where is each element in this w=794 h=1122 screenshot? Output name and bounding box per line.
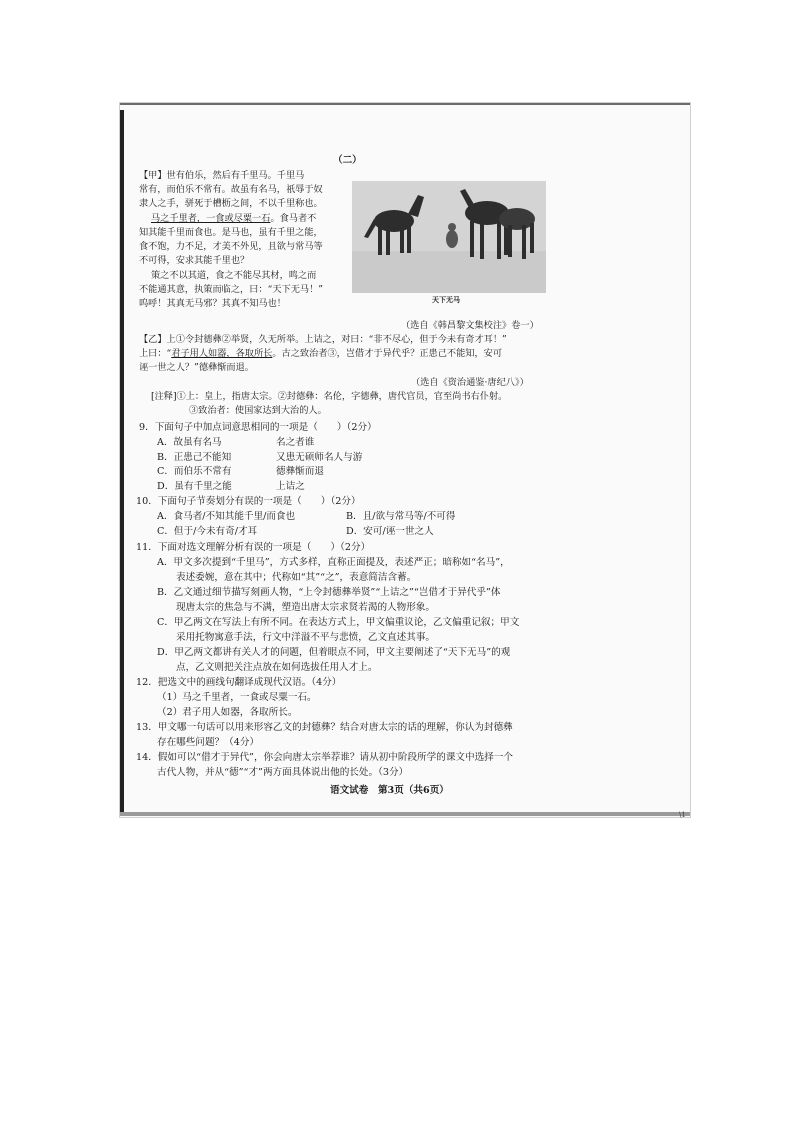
question-14-line: 古代人物，并从“德”“才”两方面具体说出他的长处。（3分） <box>157 767 409 778</box>
yi-line: 诬一世之人？”德彝惭而退。 <box>139 362 254 373</box>
page-footer: 语文试卷 第3页（共6页） <box>330 785 449 796</box>
scan-bottom-border <box>120 812 690 816</box>
q9-option-c-pair: 德彝惭而退 <box>276 466 324 477</box>
q11-line: 采用托物寓意手法，行文中洋溢不平与悲愤，乙文直述其事。 <box>176 632 436 643</box>
jia-line: 不可得，安求其能千里也？ <box>139 255 250 266</box>
jia-line: 知其能千里而食也。是马也，虽有千里之能， <box>139 227 323 238</box>
question-10-stem: 10．下面句子节奏划分有误的一项是（ ）（2分） <box>136 496 361 507</box>
yi-line-start: 上曰：“ <box>139 348 172 359</box>
yi-line-underlined <box>139 348 502 360</box>
section-title: （二） <box>333 155 362 166</box>
jia-line: 食不饱，力不足，才美不外见，且欲与常马等 <box>139 241 323 252</box>
scan-corner-mark: \1 <box>679 811 686 819</box>
q9-option-a: A．故虽有名马 <box>157 437 222 448</box>
q9-option-b-pair: 又患无硕师名人与游 <box>276 452 363 463</box>
horses-painting-image <box>352 181 546 293</box>
jia-line: 策之不以其道，食之不能尽其材，鸣之而 <box>151 270 317 281</box>
q9-option-c: C．而伯乐不常有 <box>157 466 232 477</box>
image-caption: 天下无马 <box>432 295 460 304</box>
jia-underlined-sentence: 马之千里者，一食或尽粟一石 <box>151 213 271 224</box>
jia-line-rest: 。食马者不 <box>270 213 317 224</box>
question-13-line: 存在哪些问题？（4分） <box>157 737 260 748</box>
q11-line: A．甲文多次提到“千里马”，方式多样，直称正面提及，表述严正；暗称如“名马”， <box>157 557 510 568</box>
jia-line: 隶人之手，骈死于槽枥之间，不以千里称也。 <box>139 198 323 209</box>
question-11-stem: 11．下面对选文理解分析有误的一项是（ ）（2分） <box>136 542 371 553</box>
yi-underlined-sentence: 君子用人如器，各取所长 <box>171 348 273 359</box>
jia-line-underlined <box>151 213 316 225</box>
note-line: ③致治者：使国家达到大治的人。 <box>189 405 327 416</box>
question-12-stem: 12．把选文中的画线句翻译成现代汉语。（4分） <box>136 677 342 688</box>
question-13-line: 13．甲文哪一句话可以用来形容乙文的封德彝？结合对唐太宗的话的理解，你认为封德彝 <box>136 722 513 733</box>
question-14-line: 14．假如可以“借才于异代”，你会向唐太宗举荐谁？请从初中阶段所学的课文中选择一个 <box>136 752 513 763</box>
question-9-stem: 9．下面句子中加点词意思相同的一项是（ ）（2分） <box>139 422 377 433</box>
q11-line: C．甲乙两文在写法上有所不同。在表达方式上，甲文偏重议论，乙文偏重记叙；甲文 <box>157 617 520 628</box>
jia-source: （选自《韩昌黎文集校注》卷一） <box>401 320 539 331</box>
yi-source: （选自《资治通鉴·唐纪八》） <box>411 377 529 388</box>
q10-option-d: D．安可/诬一世之人 <box>346 526 434 537</box>
jia-line: 【甲】世有伯乐，然后有千里马。千里马 <box>139 170 305 181</box>
q11-line: 表述委婉，意在其中；代称如“其”“之”，表意简洁含蓄。 <box>176 572 417 583</box>
q11-line: 点，乙文则把关注点放在如何选拔任用人才上。 <box>176 662 378 673</box>
q10-option-c: C．但于/今未有奇/才耳 <box>157 526 258 537</box>
q9-option-d-pair: 上诘之 <box>276 481 305 492</box>
q11-line: D．甲乙两文都讲有关人才的问题，但着眼点不同，甲文主要阐述了“天下无马”的观 <box>157 647 511 658</box>
note-line: [注释]①上：皇上，指唐太宗。②封德彝：名伦，字德彝，唐代官员，官至尚书右仆射。 <box>151 391 508 402</box>
q12-item: （1）马之千里者，一食或尽粟一石。 <box>157 692 317 703</box>
scan-left-border <box>120 110 124 816</box>
q9-option-a-pair: 名之者谁 <box>276 437 315 448</box>
q9-option-d: D．虽有千里之能 <box>157 481 232 492</box>
yi-line: 【乙】上①令封德彝②举贤，久无所举。上诘之，对曰：“非不尽心，但于今未有奇才耳！” <box>139 334 507 345</box>
jia-line: 呜呼！其真无马邪？其真不知马也！ <box>139 298 286 309</box>
jia-line: 常有，而伯乐不常有。故虽有名马，祇辱于奴 <box>139 184 323 195</box>
jia-line: 不能通其意，执策而临之，曰：“天下无马！” <box>139 284 323 295</box>
q10-option-b: B．且/欲与常马等/不可得 <box>346 511 456 522</box>
q11-line: 现唐太宗的焦急与不满，塑造出唐太宗求贤若渴的人物形象。 <box>176 602 436 613</box>
q11-line: B．乙文通过细节描写刻画人物，“上令封德彝举贤”“上诘之”“岂借才于异代乎”体 <box>157 587 501 598</box>
q9-option-b: B．正患己不能知 <box>157 452 232 463</box>
q10-option-a: A．食马者/不知其能千里/而食也 <box>157 511 296 522</box>
q12-item: （2）君子用人如器，各取所长。 <box>157 707 298 718</box>
yi-line-rest: 。古之致治者③，岂借才于异代乎？正患己不能知，安可 <box>272 348 503 359</box>
